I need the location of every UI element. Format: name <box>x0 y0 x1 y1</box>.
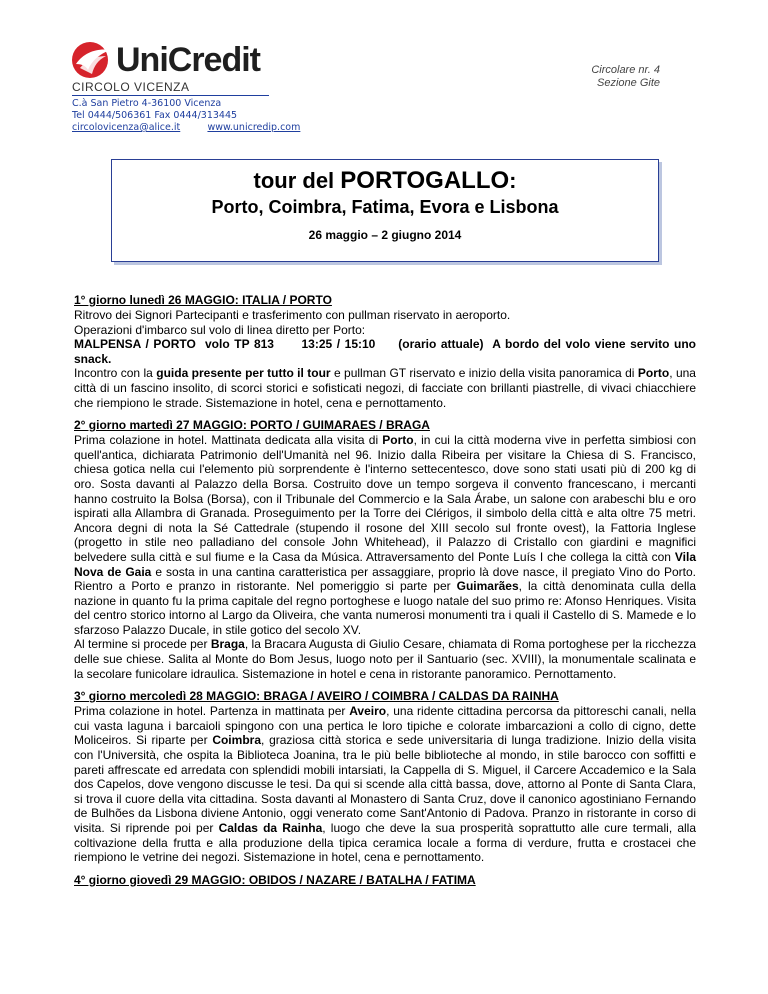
email-link[interactable]: circolovicenza@alice.it <box>72 122 181 133</box>
brand-name: UniCredit <box>116 41 260 79</box>
text-run: , la Bracara Augusta di Giulio Cesare, chiamata di Roma portoghese per la ricchezza delle sue chiese. Salita al Monte do Bom Jesus, luogo noto per il Santuario (sec. XVIII), la monumentale scalinata e la secolare funicolare idraulica. Sistemazione in hotel e cena in ristorante panoramico. Pernottamento. <box>74 637 696 681</box>
text-run: e sosta in una cantina caratteristica per assaggiare, proprio là dove nasce, il pregiato Vino do Porto. Rientro a Porto e pranzo in ristorante. Nel pomeriggio si parte per <box>74 564 696 594</box>
tour-title-prefix: tour del <box>253 168 341 193</box>
day-heading: 1° giorno lunedì 26 MAGGIO: ITALIA / PORTO <box>74 293 332 307</box>
unicredit-logo-icon <box>70 40 112 80</box>
text-run: , luogo che deve la sua prosperità soprattutto alle cure termali, alla coltivazione della frutta e alla produzione della tipica ceramica locale a forma di verdure, frutta e crostacei che riempiono le vetrine dei negozi. Sistemazione in hotel, cena e pernottamento. <box>74 821 696 865</box>
text-bold: Porto <box>637 366 670 381</box>
tour-dates: 26 maggio – 2 giugno 2014 <box>308 228 462 242</box>
title-box <box>111 159 659 262</box>
flight-info: MALPENSA / PORTO volo TP 813 13:25 / 15:10 (orario attuale) A bordo del volo viene servito uno snack. <box>74 337 700 366</box>
day-3 <box>74 689 696 865</box>
text-bold: Vila Nova de Gaia <box>74 549 696 579</box>
day-text: Ritrovo dei Signori Partecipanti e trasferimento con pullman riservato in aeroporto. <box>74 308 511 322</box>
text-bold: Coimbra <box>212 733 261 748</box>
text-run: , in cui la città moderna vive in perfetta simbiosi con quell'antica, dichiarata Patrimonio dell'Umanità nel 96. Inizio dalla Ribeira per visitare la Chiesa di S. Francisco, chiesa gotica nella cui l'elemento più sorprendente è l'interno settecentesco, dove sono stati usati più di 200 kg di oro. Sosta davanti al Palazzo della Borsa. Costruito dove un tempo sorgeva il convento francescano, i mercanti hanno costruito la Bolsa (Borsa), con il Tribunale del Commercio e la Sala Árabe, un salone con arabeschi blu e oro ispirati alla Allambra di Granada. Proseguimento per la Torre dei Clérigos, il simbolo della città e alta oltre 75 metri. Ancora degni di nota la Sé Cattedrale (stupendo il rosone del XIII secolo sul fronte ovest), la Fattoria Inglese (progetto in stile neo palladiano del console John Whitehead), il Palazzo di Cristallo con giardini e magnifici belvedere sulla città e sul fiume e la Casa da Música. Attraversamento del Ponte Luís I che collega la città con <box>74 433 696 564</box>
text-bold: Caldas da Rainha <box>218 821 323 835</box>
circular-number: Circolare nr. 4 <box>591 64 660 76</box>
text-run: , una città di un fascino insolito, di scorci storici e sofisticati negozi, di facciate con brillanti piastrelle, di vivaci chiacchiere che riempiono le strade. Sistemazione in hotel, cena e pernottamento. <box>74 366 696 410</box>
text-bold: Braga <box>210 637 245 652</box>
text-run: Incontro con la <box>74 366 157 381</box>
day-text: Operazioni d'imbarco sul volo di linea diretto per Porto: <box>74 322 366 337</box>
text-run: e pullman GT riservato e inizio della visita panoramica di <box>330 366 638 381</box>
text-bold: Guimarães <box>456 579 519 594</box>
text-run: Al termine si procede per <box>74 637 211 652</box>
phone-fax: Tel 0444/506361 Fax 0444/313445 <box>72 110 238 121</box>
text-bold: Aveiro <box>349 704 387 719</box>
text-run: , la città denominata culla della nazione in quanto fu la prima capitale del regno portoghese e luogo natale del suo primo re: Afonso Henriques. Visita del centro storico intorno al Largo da Oliveira, che vanta numerosi monumenti tra i quali il Castello di S. Mamede e lo sfarzoso Palazzo Ducale, in stile gotico del secolo XV. <box>74 579 696 637</box>
day-text <box>74 637 696 681</box>
text-run: Prima colazione in hotel. Partenza in mattinata per <box>74 704 350 719</box>
header-divider <box>72 95 269 96</box>
contact-block <box>72 98 300 134</box>
links-row <box>72 122 300 134</box>
text-run: , una ridente cittadina percorsa da pittoreschi canali, nella cui vasta laguna i barcaioli spingono con una pertica le loro tipiche e colorate imbarcazioni a collo di cigno, dette Moliceiros. Si riparte per <box>74 704 696 748</box>
itinerary <box>74 293 700 896</box>
day-text <box>74 366 696 410</box>
section-name: Sezione Gite <box>597 77 660 89</box>
day-2 <box>74 418 696 681</box>
day-text <box>74 704 696 865</box>
text-run: , graziosa città storica e sede universitaria di lunga tradizione. Inizio della visita con l'Università, che ospita la Biblioteca Joanina, tra le più belle biblioteche al mondo, in stile barocco con soffitti e pareti affrescate ed arredata con splendidi mobili intarsiati, la Cappella di S. Miguel, il Carcere Accademico e la Sala dos Capelos, dove vengono discusse le tesi. Da qui si scende alla città bassa, dove, attorno al Ponte di Santa Clara, si trova il cuore della vita cittadina. Sosta davanti al Monastero di Santa Cruz, dove il canonico agostiniano Fernando de Bulhões da Lisbona diviene Antonio, oggi venerato come Sant'Antonio di Padova. Pranzo in ristorante in corso di visita. Si riprende poi per <box>74 733 696 835</box>
text-run: Prima colazione in hotel. Mattinata dedicata alla visita di <box>74 433 383 448</box>
day-heading: 2° giorno martedì 27 MAGGIO: PORTO / GUIMARAES / BRAGA <box>74 418 430 433</box>
address: C.à San Pietro 4-36100 Vicenza <box>72 98 222 109</box>
text-bold: guida presente per tutto il tour <box>156 366 331 381</box>
circular-info <box>591 64 660 90</box>
unicredit-logo <box>70 40 280 96</box>
tour-title <box>112 168 658 194</box>
text-bold: Porto <box>382 433 414 448</box>
day-heading: 4° giorno giovedì 29 MAGGIO: OBIDOS / NAZARE / BATALHA / FATIMA <box>74 872 476 887</box>
day-text <box>74 433 696 637</box>
tour-cities: Porto, Coimbra, Fatima, Evora e Lisbona <box>211 197 559 217</box>
day-4 <box>74 873 696 888</box>
tour-title-colon: : <box>509 168 517 193</box>
tour-title-country: PORTOGALLO <box>340 167 510 194</box>
website-link[interactable]: www.unicredip.com <box>207 122 301 133</box>
day-heading: 3° giorno mercoledì 28 MAGGIO: BRAGA / AVEIRO / COIMBRA / CALDAS DA RAINHA <box>74 689 559 704</box>
day-1 <box>74 293 700 410</box>
circolo-name: CIRCOLO VICENZA <box>72 80 190 94</box>
